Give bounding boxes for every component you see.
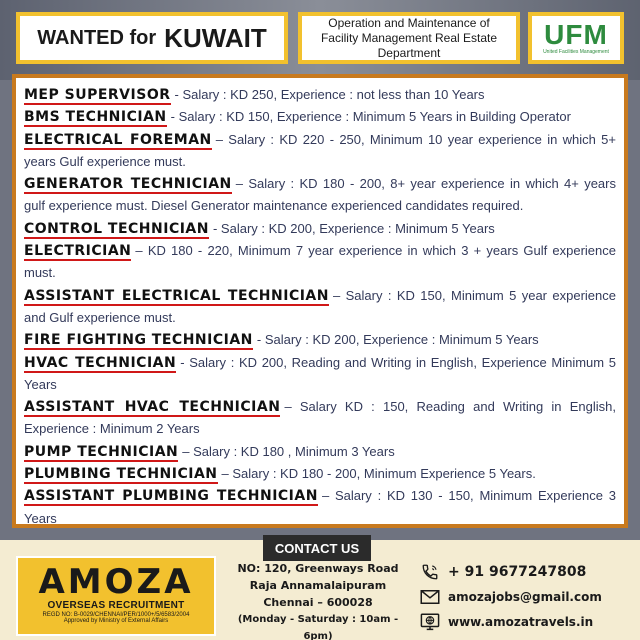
ufm-logo-sub: United Facilities Management xyxy=(543,49,609,55)
job-desc: – Salary : KD 220 - 250, Minimum 10 year experience in which 5+ years Gulf experience must. xyxy=(24,131,616,169)
job-desc: – Salary : KD 150, Minimum 5 year experience and Gulf experience must. xyxy=(24,287,616,325)
country-text: KUWAIT xyxy=(164,22,267,53)
contact-list xyxy=(420,560,630,635)
job-desc: - Salary : KD 200, Experience : Minimum 5 Years xyxy=(212,220,495,236)
website-row[interactable] xyxy=(420,610,630,634)
job-desc: – Salary KD : 150, Reading and Writing in English, Experience : Minimum 2 Years xyxy=(24,399,616,437)
address-line-1: NO: 120, Greenways Road xyxy=(237,562,399,575)
job-title: HVAC TECHNICIAN xyxy=(24,354,177,371)
job-title: ELECTRICIAN xyxy=(24,243,132,260)
address-block xyxy=(226,560,410,640)
job-title: ASSISTANT ELECTRICAL TECHNICIAN xyxy=(24,287,329,304)
job-item xyxy=(24,129,616,174)
job-item xyxy=(24,218,616,240)
job-desc: - Salary : KD 200, Reading and Writing in English, Experience Minimum 5 Years xyxy=(24,354,616,392)
job-item xyxy=(24,485,616,530)
globe-icon xyxy=(420,613,440,631)
job-title: PLUMBING TECHNICIAN xyxy=(24,466,218,483)
job-title: ELECTRICAL FOREMAN xyxy=(24,131,212,148)
mail-icon xyxy=(420,588,440,606)
job-title: ASSISTANT HVAC TECHNICIAN xyxy=(24,399,281,416)
job-item xyxy=(24,173,616,218)
job-item xyxy=(24,106,616,128)
approval-note: Approved by Ministry of External Affairs xyxy=(63,618,169,624)
job-title: PUMP TECHNICIAN xyxy=(24,443,179,460)
job-desc: – Salary : KD 130 - 150, Minimum Experience 3 Years xyxy=(24,488,616,526)
amoza-logo xyxy=(16,556,216,636)
ufm-logo-mark: UFM xyxy=(544,19,608,50)
job-item xyxy=(24,329,616,351)
job-item xyxy=(24,463,616,485)
phone-number: + 91 9677247808 xyxy=(448,564,587,580)
job-desc: – Salary : KD 180 - 200, 8+ year experience in which 4+ years gulf experience must. Diesel Generator maintenance experienced candidates required. xyxy=(24,176,616,214)
address-line-3: Chennai – 600028 xyxy=(263,596,373,609)
company-sub: OVERSEAS RECRUITMENT xyxy=(47,600,185,611)
contact-us-label: CONTACT US xyxy=(263,535,371,561)
job-item xyxy=(24,84,616,106)
wanted-banner xyxy=(16,12,288,64)
operation-line-1: Operation and Maintenance of xyxy=(328,15,490,30)
website-url: www.amozatravels.in xyxy=(448,615,594,629)
job-item xyxy=(24,285,616,330)
job-title: CONTROL TECHNICIAN xyxy=(24,220,209,237)
address-line-2: Raja Annamalaipuram xyxy=(249,579,387,592)
operation-line-3: Department xyxy=(377,45,441,60)
job-desc: – Salary : KD 180 - 200, Minimum Experience 5 Years. xyxy=(221,466,536,482)
registration-number: REGD NO: B-0029/CHENNAI/PER/1000+/5/6583/2004 xyxy=(42,612,190,618)
wanted-text: WANTED for xyxy=(37,26,157,49)
job-desc: – Salary : KD 180 , Minimum 3 Years xyxy=(182,443,395,459)
job-title: ASSISTANT PLUMBING TECHNICIAN xyxy=(24,488,318,505)
ufm-logo xyxy=(528,12,624,64)
job-title: FIRE FIGHTING TECHNICIAN xyxy=(24,332,253,349)
job-desc: – KD 180 - 220, Minimum 7 year experience in which 3 + years Gulf experience must. xyxy=(24,243,616,281)
operation-banner xyxy=(298,12,520,64)
job-item xyxy=(24,352,616,397)
job-title: MEP SUPERVISOR xyxy=(24,87,171,103)
job-title: GENERATOR TECHNICIAN xyxy=(24,176,232,193)
phone-row[interactable] xyxy=(420,560,630,584)
email-address: amozajobs@gmail.com xyxy=(448,590,602,604)
job-list xyxy=(12,74,628,528)
job-desc: - Salary : KD 250, Experience : not less than 10 Years xyxy=(174,87,485,102)
job-title: BMS TECHNICIAN xyxy=(24,109,167,126)
operation-line-2: Facility Management Real Estate xyxy=(320,30,498,45)
office-hours: (Monday - Saturday : 10am - 6pm) xyxy=(237,614,399,640)
job-item xyxy=(24,396,616,441)
email-row[interactable] xyxy=(420,585,630,609)
job-desc: - Salary : KD 150, Experience : Minimum 5 Years in Building Operator xyxy=(170,109,571,125)
job-item xyxy=(24,441,616,463)
job-desc: - Salary : KD 200, Experience : Minimum 5 Years xyxy=(256,332,539,348)
phone-icon xyxy=(420,563,440,581)
job-item xyxy=(24,240,616,285)
company-name: AMOZA xyxy=(38,562,194,602)
